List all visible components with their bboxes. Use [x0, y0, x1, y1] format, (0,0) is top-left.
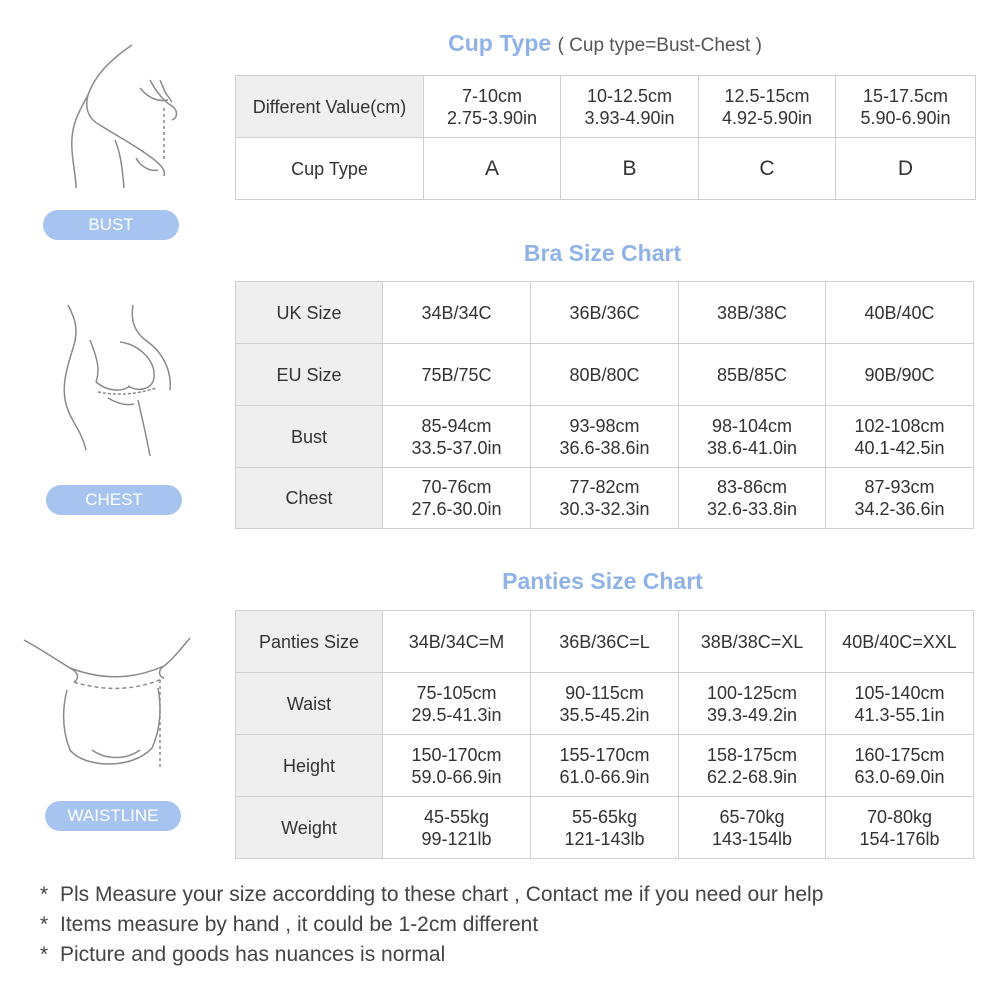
table-row [236, 282, 974, 344]
notes [40, 880, 823, 970]
cup-type-cell: D [836, 138, 976, 200]
cup-type-cell: A [424, 138, 561, 200]
weight-cell: 45-55kg 99-121lb [383, 797, 531, 859]
panties-size-cell: 34B/34C=M [383, 611, 531, 673]
cup-type-title [235, 30, 975, 57]
waistline-badge: WAISTLINE [45, 801, 181, 831]
chest-cell: 83-86cm 32.6-33.8in [679, 468, 826, 529]
weight-cell: 55-65kg 121-143lb [531, 797, 679, 859]
bust-badge: BUST [43, 210, 179, 240]
uk-size-cell: 40B/40C [826, 282, 974, 344]
chest-badge: CHEST [46, 485, 182, 515]
weight-label: Weight [236, 797, 383, 859]
uk-size-cell: 36B/36C [531, 282, 679, 344]
eu-size-cell: 80B/80C [531, 344, 679, 406]
uk-size-label: UK Size [236, 282, 383, 344]
table-row [236, 468, 974, 529]
waistline-illustration [22, 630, 192, 780]
waist-cell: 90-115cm 35.5-45.2in [531, 673, 679, 735]
table-row [236, 611, 974, 673]
uk-size-cell: 38B/38C [679, 282, 826, 344]
eu-size-cell: 75B/75C [383, 344, 531, 406]
cup-type-table [235, 75, 976, 200]
weight-cell: 70-80kg 154-176lb [826, 797, 974, 859]
table-row [236, 138, 976, 200]
cup-value-cell: 15-17.5cm 5.90-6.90in [836, 76, 976, 138]
uk-size-cell: 34B/34C [383, 282, 531, 344]
table-row [236, 76, 976, 138]
table-row [236, 797, 974, 859]
weight-cell: 65-70kg 143-154lb [679, 797, 826, 859]
waist-cell: 100-125cm 39.3-49.2in [679, 673, 826, 735]
note-line: * Items measure by hand , it could be 1-2cm different [40, 913, 539, 936]
note-line: * Pls Measure your size accordding to these chart , Contact me if you need our help [40, 883, 824, 906]
table-row [236, 344, 974, 406]
panties-size-cell: 38B/38C=XL [679, 611, 826, 673]
panties-size-cell: 40B/40C=XXL [826, 611, 974, 673]
cup-type-subtitle: ( Cup type=Bust-Chest ) [557, 35, 762, 56]
eu-size-cell: 90B/90C [826, 344, 974, 406]
panties-size-title: Panties Size Chart [502, 568, 703, 594]
cup-value-header: Different Value(cm) [236, 76, 424, 138]
height-label: Height [236, 735, 383, 797]
bra-size-title: Bra Size Chart [523, 240, 682, 266]
bust-cell: 102-108cm 40.1-42.5in [826, 406, 974, 468]
bust-cell: 93-98cm 36.6-38.6in [531, 406, 679, 468]
bust-cell: 98-104cm 38.6-41.0in [679, 406, 826, 468]
chest-illustration [38, 300, 188, 460]
panties-size-table [235, 610, 974, 859]
chest-cell: 77-82cm 30.3-32.3in [531, 468, 679, 529]
bust-cell: 85-94cm 33.5-37.0in [383, 406, 531, 468]
eu-size-label: EU Size [236, 344, 383, 406]
cup-type-label: Cup Type [236, 138, 424, 200]
panties-size-label: Panties Size [236, 611, 383, 673]
cup-type-title-text: Cup Type [448, 30, 552, 56]
waist-cell: 75-105cm 29.5-41.3in [383, 673, 531, 735]
height-cell: 155-170cm 61.0-66.9in [531, 735, 679, 797]
panties-size-cell: 36B/36C=L [531, 611, 679, 673]
chest-cell: 87-93cm 34.2-36.6in [826, 468, 974, 529]
note-line: * Picture and goods has nuances is normal [40, 943, 446, 966]
height-cell: 160-175cm 63.0-69.0in [826, 735, 974, 797]
cup-value-cell: 7-10cm 2.75-3.90in [424, 76, 561, 138]
bust-illustration [40, 40, 190, 190]
bust-label: Bust [236, 406, 383, 468]
waist-cell: 105-140cm 41.3-55.1in [826, 673, 974, 735]
cup-type-cell: C [699, 138, 836, 200]
chest-label: Chest [236, 468, 383, 529]
eu-size-cell: 85B/85C [679, 344, 826, 406]
bra-size-table [235, 281, 974, 529]
waist-label: Waist [236, 673, 383, 735]
height-cell: 150-170cm 59.0-66.9in [383, 735, 531, 797]
cup-value-cell: 12.5-15cm 4.92-5.90in [699, 76, 836, 138]
chest-cell: 70-76cm 27.6-30.0in [383, 468, 531, 529]
cup-type-cell: B [561, 138, 699, 200]
height-cell: 158-175cm 62.2-68.9in [679, 735, 826, 797]
table-row [236, 735, 974, 797]
table-row [236, 673, 974, 735]
cup-value-cell: 10-12.5cm 3.93-4.90in [561, 76, 699, 138]
table-row [236, 406, 974, 468]
